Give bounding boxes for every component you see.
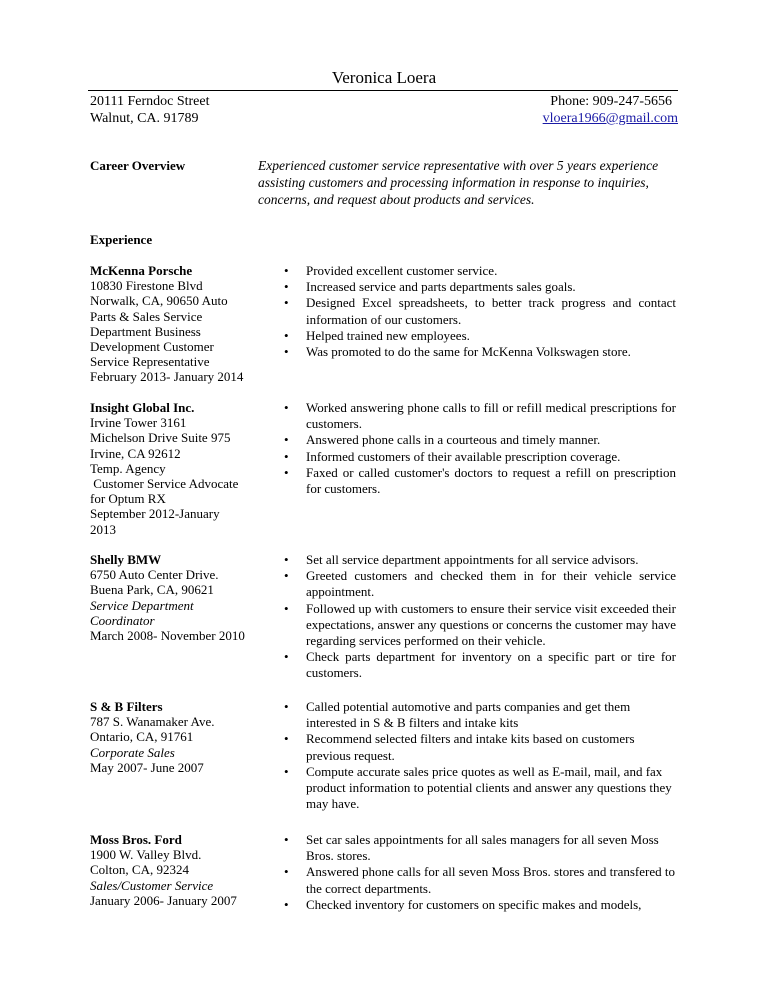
bullet-icon: •	[284, 432, 289, 448]
job-detail: Department Business	[90, 323, 201, 339]
bullet-text: Recommend selected filters and intake kits based on customers previous request.	[306, 731, 635, 763]
bullet-icon: •	[284, 864, 289, 880]
bullet-text: Called potential automotive and parts companies and get them interested in S & B filters and intake kits	[306, 699, 631, 731]
job-bullet	[284, 400, 676, 432]
bullet-icon: •	[284, 568, 289, 584]
bullet-text: Answered phone calls for all seven Moss Bros. stores and transfered to the correct departments.	[306, 864, 675, 896]
job-bullet	[284, 764, 676, 813]
job-bullet	[284, 699, 676, 731]
job-bullet	[284, 864, 676, 896]
email-link[interactable]: vloera1966@gmail.com	[542, 111, 678, 126]
job-detail: Buena Park, CA, 90621	[90, 582, 214, 598]
job-detail: Service Representative	[90, 354, 210, 370]
bullet-text: Followed up with customers to ensure their service visit exceeded their expectations, answer any questions or concerns the customer may have regarding services performed on their vehicle.	[306, 600, 676, 649]
bullet-text: Worked answering phone calls to fill or refill medical prescriptions for customers.	[306, 400, 676, 432]
job-bullet	[284, 832, 676, 864]
bullet-text: Greeted customers and checked them in for their vehicle service appointment.	[306, 568, 676, 600]
bullet-icon: •	[284, 600, 289, 616]
bullet-icon: •	[284, 327, 289, 343]
bullet-text: Set car sales appointments for all sales managers for all seven Moss Bros. stores.	[306, 832, 659, 864]
job-bullet	[284, 432, 676, 448]
job-bullet	[284, 731, 676, 763]
job-dates: March 2008- November 2010	[90, 628, 245, 644]
job-detail: Irvine, CA 92612	[90, 445, 181, 461]
bullet-icon: •	[284, 731, 289, 747]
bullet-icon: •	[284, 649, 289, 665]
job-dates: May 2007- June 2007	[90, 759, 204, 775]
job-bullet	[284, 465, 676, 497]
job-detail: Parts & Sales Service	[90, 308, 203, 324]
job-detail: Customer Service Advocate	[90, 476, 239, 492]
contact-block	[543, 93, 678, 127]
bullet-text: Check parts department for inventory on a specific part or tire for customers.	[306, 649, 676, 681]
bullet-text: Checked inventory for customers on specific makes and models,	[306, 896, 642, 912]
job-detail: Ontario, CA, 91761	[90, 729, 194, 745]
job-detail: 1900 W. Valley Blvd.	[90, 847, 202, 863]
job-dates: February 2013- January 2014	[90, 369, 244, 385]
address-block	[90, 93, 210, 127]
job-detail: Colton, CA, 92324	[90, 862, 189, 878]
address-line-2: Walnut, CA. 91789	[90, 111, 199, 126]
job-company: Shelly BMW	[90, 552, 162, 567]
job-detail: Temp. Agency	[90, 460, 166, 476]
bullet-icon: •	[284, 763, 289, 779]
job-info	[90, 400, 255, 537]
job-info	[90, 263, 255, 385]
bullet-text: Provided excellent customer service.	[306, 263, 498, 278]
job-detail: Irvine Tower 3161	[90, 415, 187, 431]
job-bullet	[284, 601, 676, 650]
job-bullet	[284, 449, 676, 465]
job-detail: 10830 Firestone Blvd	[90, 278, 203, 294]
job-bullet	[284, 897, 676, 913]
job-company: McKenna Porsche	[90, 263, 193, 278]
bullet-text: Informed customers of their available prescription coverage.	[306, 448, 621, 464]
job-bullet	[284, 568, 676, 600]
experience-heading: Experience	[90, 232, 153, 247]
header-rule	[88, 90, 678, 91]
bullet-text: Was promoted to do the same for McKenna Volkswagen store.	[306, 344, 631, 360]
job-info	[90, 552, 255, 643]
job-title: Corporate Sales	[90, 744, 175, 760]
job-bullet-list	[284, 699, 676, 812]
bullet-icon: •	[284, 699, 289, 714]
job-bullet	[284, 344, 676, 360]
bullet-icon: •	[284, 344, 289, 360]
job-info	[90, 699, 255, 775]
job-title: Sales/Customer Service	[90, 877, 214, 893]
job-bullet-list	[284, 832, 676, 913]
candidate-name: Veronica Loera	[331, 68, 437, 87]
bullet-text: Answered phone calls in a courteous and timely manner.	[306, 432, 601, 448]
job-bullet	[284, 295, 676, 327]
job-info	[90, 832, 255, 908]
job-bullet-list	[284, 400, 676, 497]
job-detail: 6750 Auto Center Drive.	[90, 567, 219, 583]
bullet-text: Set all service department appointments for all service advisors.	[306, 552, 639, 567]
job-bullet	[284, 552, 676, 568]
job-bullet	[284, 279, 676, 295]
bullet-icon: •	[284, 832, 289, 847]
bullet-icon: •	[284, 448, 289, 464]
bullet-text: Designed Excel spreadsheets, to better track progress and contact information of our customers.	[306, 295, 676, 327]
bullet-icon: •	[284, 896, 289, 912]
job-company: Insight Global Inc.	[90, 400, 195, 415]
phone-number: Phone: 909-247-5656	[550, 94, 672, 109]
bullet-text: Helped trained new employees.	[306, 327, 470, 343]
bullet-text: Increased service and parts departments sales goals.	[306, 279, 576, 295]
bullet-icon: •	[284, 552, 289, 567]
job-dates: September 2012-January	[90, 506, 220, 522]
job-detail: Michelson Drive Suite 975	[90, 430, 231, 446]
bullet-icon: •	[284, 295, 289, 311]
job-detail: Development Customer	[90, 339, 214, 355]
bullet-text: Compute accurate sales price quotes as well as E-mail, mail, and fax product information to potential clients and answer any questions they may have.	[306, 763, 672, 812]
bullet-icon: •	[284, 263, 289, 278]
bullet-text: Faxed or called customer's doctors to request a refill on prescription for customers.	[306, 464, 676, 497]
job-bullet	[284, 649, 676, 681]
job-title: Coordinator	[90, 612, 155, 628]
job-detail: Norwalk, CA, 90650 Auto	[90, 293, 228, 309]
bullet-icon: •	[284, 464, 289, 480]
job-detail: for Optum RX	[90, 491, 166, 507]
career-overview-label: Career Overview	[90, 158, 186, 173]
bullet-icon: •	[284, 400, 289, 415]
job-company: S & B Filters	[90, 699, 163, 714]
job-bullet-list	[284, 263, 676, 360]
job-dates: January 2006- January 2007	[90, 892, 237, 908]
job-title: Service Department	[90, 597, 194, 613]
career-overview-text: Experienced customer service representative with over 5 years experience assisting customers and processing information in response to inquiries, concerns, and request about products and services.	[258, 158, 659, 207]
bullet-icon: •	[284, 279, 289, 295]
address-line-1: 20111 Ferndoc Street	[90, 94, 210, 109]
job-bullet	[284, 263, 676, 279]
job-dates: 2013	[90, 521, 116, 537]
job-detail: 787 S. Wanamaker Ave.	[90, 714, 215, 730]
job-bullet-list	[284, 552, 676, 682]
job-company: Moss Bros. Ford	[90, 832, 182, 847]
job-bullet	[284, 328, 676, 344]
